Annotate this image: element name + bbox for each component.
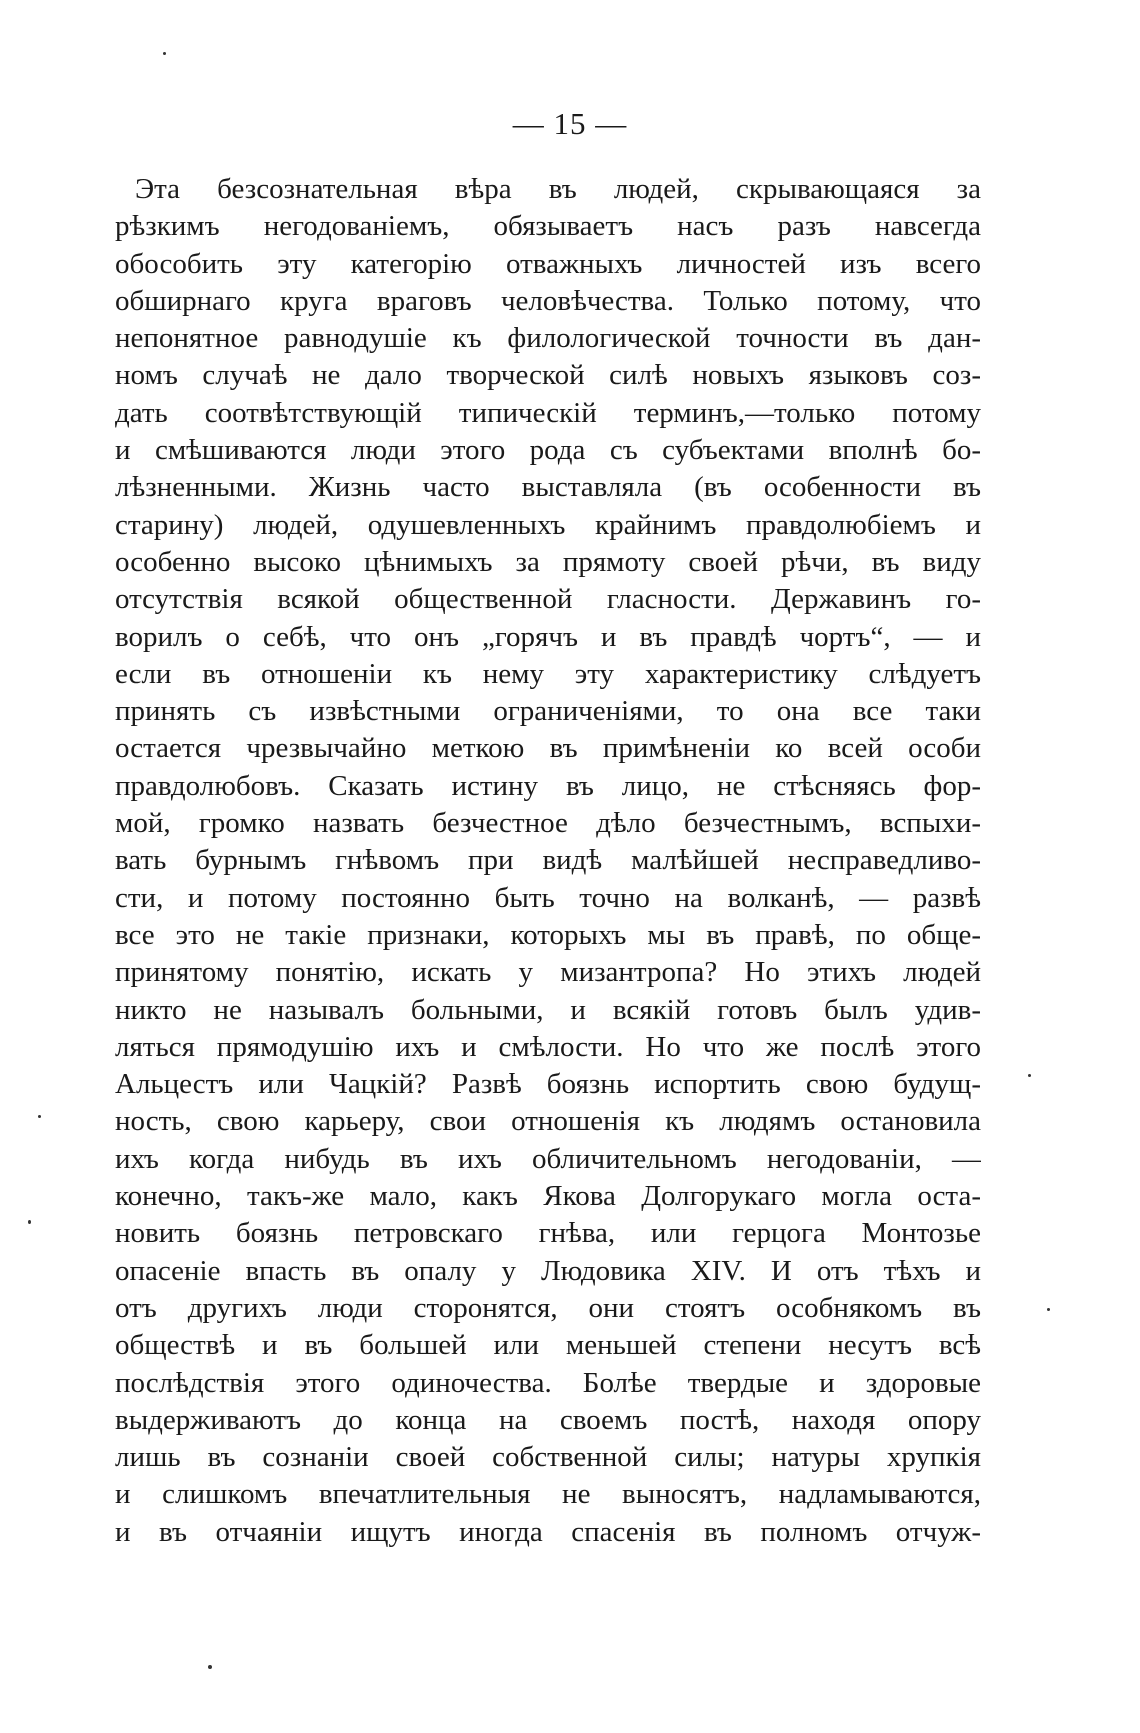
text-line: принятому понятію, искать у мизантропа? Но этихъ людей: [115, 956, 981, 989]
text-line: остается чрезвычайно меткою въ примѣненіи ко всей особи: [115, 732, 981, 765]
text-line: опасеніе впасть въ опалу у Людовика XIV. И отъ тѣхъ и: [115, 1254, 981, 1287]
text-line: ворилъ о себѣ, что онъ „горячъ и въ правдѣ чортъ“, — и: [115, 620, 981, 653]
text-line: лишь въ сознаніи своей собственной силы; натуры хрупкія: [115, 1441, 981, 1474]
text-line: обособить эту категорію отважныхъ личностей изъ всего: [115, 247, 981, 280]
text-line: отсутствія всякой общественной гласности. Державинъ го-: [115, 583, 981, 616]
text-line: рѣзкимъ негодованіемъ, обязываетъ насъ разъ навсегда: [115, 210, 981, 243]
text-line: вать бурнымъ гнѣвомъ при видѣ малѣйшей несправедливо-: [115, 844, 981, 877]
text-line: непонятное равнодушіе къ филологической точности въ дан-: [115, 322, 981, 355]
text-line: правдолюбовъ. Сказать истину въ лицо, не стѣсняясь фор-: [115, 769, 981, 802]
text-line: дать соотвѣтствующій типическій терминъ,—только потому: [115, 396, 981, 429]
text-line: Эта безсознательная вѣра въ людей, скрывающаяся за: [135, 173, 981, 205]
text-line: ность, свою карьеру, свои отношенія къ людямъ остановила: [115, 1105, 981, 1138]
text-line: новить боязнь петровскаго гнѣва, или герцога Монтозье: [115, 1217, 981, 1250]
text-line: особенно высоко цѣнимыхъ за прямоту своей рѣчи, въ виду: [115, 545, 981, 578]
body-text: [115, 171, 981, 1551]
text-line: отъ другихъ люди сторонятся, они стоятъ особнякомъ въ: [115, 1291, 981, 1324]
text-line: Альцестъ или Чацкій? Развѣ боязнь испортить свою будущ-: [115, 1068, 981, 1101]
page-number: — 15 —: [512, 106, 628, 141]
text-line: старину) людей, одушевленныхъ крайнимъ правдолюбіемъ и: [115, 508, 981, 541]
text-line: принять съ извѣстными ограниченіями, то она все таки: [115, 695, 981, 728]
scan-speck: [1047, 1308, 1050, 1311]
text-line: конечно, такъ-же мало, какъ Якова Долгорукаго могла оста-: [115, 1180, 981, 1213]
scan-speck: [163, 52, 166, 55]
text-line: сти, и потому постоянно быть точно на волканѣ, — развѣ: [115, 881, 981, 914]
text-line: никто не называлъ больными, и всякій готовъ былъ удив-: [115, 993, 981, 1026]
scan-speck: [208, 1665, 212, 1669]
text-line: обширнаго круга враговъ человѣчества. Только потому, что: [115, 284, 981, 317]
text-line: выдерживаютъ до конца на своемъ постѣ, находя опору: [115, 1403, 981, 1436]
text-line: мой, громко назвать безчестное дѣло безчестнымъ, вспыхи-: [115, 807, 981, 840]
text-line: все это не такіе признаки, которыхъ мы въ правѣ, по обще-: [115, 918, 981, 951]
scan-speck: [28, 1220, 31, 1224]
scan-speck: [1028, 1074, 1031, 1077]
text-line: ляться прямодушію ихъ и смѣлости. Но что же послѣ этого: [115, 1030, 981, 1063]
scan-speck: [38, 1115, 41, 1118]
text-line: номъ случаѣ не дало творческой силѣ новыхъ языковъ соз-: [115, 359, 981, 392]
text-line: и въ отчаяніи ищутъ иногда спасенія въ полномъ отчуж-: [115, 1515, 981, 1548]
text-line: если въ отношеніи къ нему эту характеристику слѣдуетъ: [115, 657, 981, 690]
text-line: и слишкомъ впечатлительныя не выносятъ, надламываются,: [115, 1478, 981, 1511]
text-line: ихъ когда нибудь въ ихъ обличительномъ негодованіи, —: [115, 1142, 981, 1175]
text-line: лѣзненными. Жизнь часто выставляла (въ особенности въ: [115, 471, 981, 504]
text-line: послѣдствія этого одиночества. Болѣе твердые и здоровые: [115, 1366, 981, 1399]
text-line: и смѣшиваются люди этого рода съ субъектами вполнѣ бо-: [115, 434, 981, 467]
text-line: обществѣ и въ большей или меньшей степени несутъ всѣ: [115, 1329, 981, 1362]
